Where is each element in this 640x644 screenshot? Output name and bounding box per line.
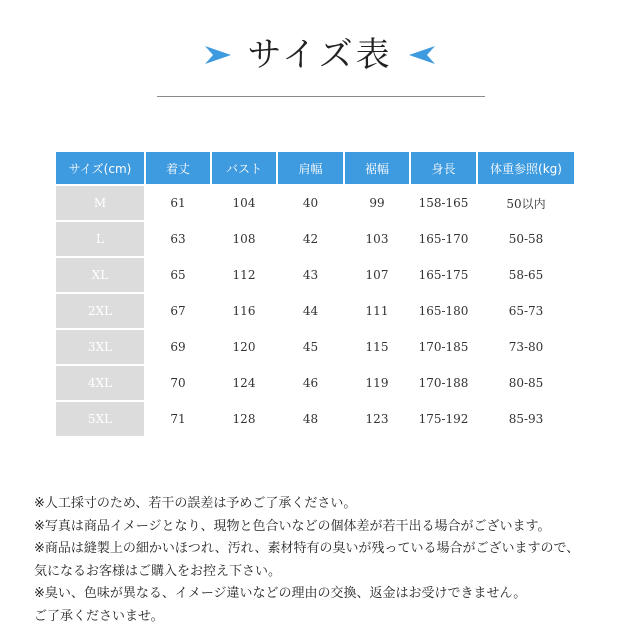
table-cell: 99 xyxy=(345,186,409,220)
size-cell: 5XL xyxy=(56,402,144,436)
table-cell: 65 xyxy=(146,258,210,292)
table-cell: 80-85 xyxy=(478,366,574,400)
table-cell: 170-188 xyxy=(411,366,476,400)
table-cell: 104 xyxy=(212,186,276,220)
table-cell: 50以内 xyxy=(478,186,574,220)
table-cell: 165-175 xyxy=(411,258,476,292)
column-header: 着丈 xyxy=(146,152,210,184)
column-header: 身長 xyxy=(411,152,476,184)
table-cell: 170-185 xyxy=(411,330,476,364)
table-row xyxy=(56,258,574,292)
table-cell: 108 xyxy=(212,222,276,256)
table-cell: 44 xyxy=(278,294,343,328)
table-cell: 123 xyxy=(345,402,409,436)
size-cell: M xyxy=(56,186,144,220)
table-cell: 116 xyxy=(212,294,276,328)
table-cell: 73-80 xyxy=(478,330,574,364)
size-cell: 3XL xyxy=(56,330,144,364)
table-cell: 63 xyxy=(146,222,210,256)
table-row xyxy=(56,330,574,364)
size-cell: L xyxy=(56,222,144,256)
table-cell: 115 xyxy=(345,330,409,364)
column-header: 体重参照(kg) xyxy=(478,152,574,184)
table-row xyxy=(56,366,574,400)
table-cell: 124 xyxy=(212,366,276,400)
table-cell: 61 xyxy=(146,186,210,220)
title-bar xyxy=(0,30,640,80)
table-cell: 48 xyxy=(278,402,343,436)
table-cell: 120 xyxy=(212,330,276,364)
column-header: バスト xyxy=(212,152,276,184)
column-header: 肩幅 xyxy=(278,152,343,184)
table-header-row xyxy=(56,152,574,184)
table-cell: 112 xyxy=(212,258,276,292)
note-line: ※商品は縫製上の細かいほつれ、汚れ、素材特有の臭いが残っている場合がございますので、 xyxy=(34,541,580,556)
column-header: 裾幅 xyxy=(345,152,409,184)
note-line: ※臭い、色味が異なる、イメージ違いなどの理由の交換、返金はお受けできません。 xyxy=(34,586,527,601)
chevron-left-icon xyxy=(407,44,437,66)
table-cell: 119 xyxy=(345,366,409,400)
table-row xyxy=(56,402,574,436)
table-cell: 58-65 xyxy=(478,258,574,292)
table-cell: 165-180 xyxy=(411,294,476,328)
table-cell: 69 xyxy=(146,330,210,364)
table-cell: 165-170 xyxy=(411,222,476,256)
table-cell: 40 xyxy=(278,186,343,220)
table-cell: 65-73 xyxy=(478,294,574,328)
table-cell: 71 xyxy=(146,402,210,436)
table-cell: 103 xyxy=(345,222,409,256)
table-cell: 42 xyxy=(278,222,343,256)
size-table xyxy=(54,150,576,438)
note-line: ※写真は商品イメージとなり、現物と色合いなどの個体差が若干出る場合がございます。 xyxy=(34,518,551,534)
table-cell: 43 xyxy=(278,258,343,292)
table-cell: 46 xyxy=(278,366,343,400)
table-cell: 50-58 xyxy=(478,222,574,256)
table-cell: 158-165 xyxy=(411,186,476,220)
note-line: ご了承くださいませ。 xyxy=(34,608,164,624)
title-divider xyxy=(157,96,485,97)
chevron-right-icon xyxy=(203,44,233,66)
table-cell: 45 xyxy=(278,330,343,364)
table-cell: 67 xyxy=(146,294,210,328)
table-cell: 70 xyxy=(146,366,210,400)
table-cell: 111 xyxy=(345,294,409,328)
size-cell: XL xyxy=(56,258,144,292)
table-cell: 107 xyxy=(345,258,409,292)
table-cell: 85-93 xyxy=(478,402,574,436)
table-row xyxy=(56,294,574,328)
table-row xyxy=(56,222,574,256)
table-row xyxy=(56,186,574,220)
column-header: サイズ(cm) xyxy=(56,152,144,184)
table-cell: 128 xyxy=(212,402,276,436)
note-line: 気になるお客様はご購入をお控え下さい。 xyxy=(34,563,282,579)
notes-block xyxy=(34,493,634,628)
page-title: サイズ表 xyxy=(247,35,393,75)
size-cell: 4XL xyxy=(56,366,144,400)
table-cell: 175-192 xyxy=(411,402,476,436)
note-line: ※人工採寸のため、若干の誤差は予めご了承ください。 xyxy=(34,496,357,511)
size-cell: 2XL xyxy=(56,294,144,328)
